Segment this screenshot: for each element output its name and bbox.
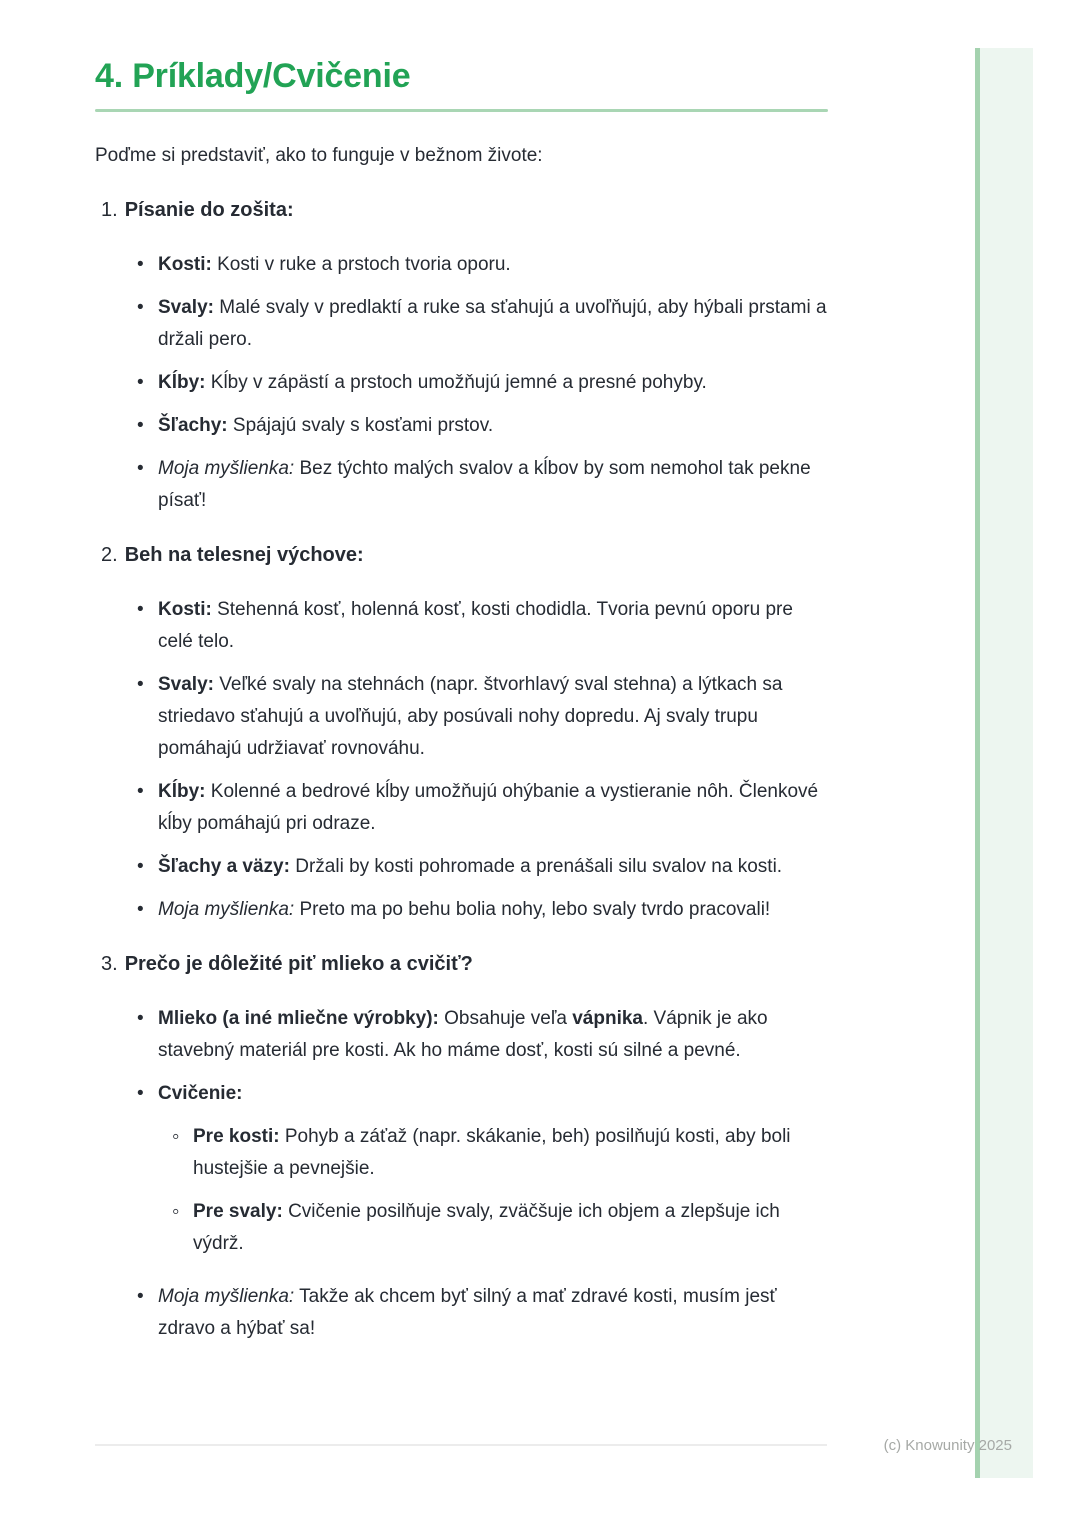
item-body: . Vápnik je ako stavebný materiál pre kosti. Ak ho máme dosť, kosti sú silné a pevné. [158, 1008, 768, 1061]
bullet-list [95, 594, 828, 926]
item-label-italic: Moja myšlienka: [158, 899, 295, 920]
bullet-icon: • [137, 1083, 144, 1104]
list-item-text [158, 1281, 828, 1345]
item-body: Pohyb a záťaž (napr. skákanie, beh) posilňujú kosti, aby boli hustejšie a pevnejšie. [193, 1126, 791, 1179]
list-item [95, 894, 828, 926]
bullet-icon: • [137, 674, 144, 695]
copyright-text: (c) Knowunity 2025 [883, 1436, 1012, 1454]
item-label: Šľachy a väzy: [158, 856, 290, 877]
bullet-list [95, 249, 828, 517]
sub-list-item [95, 1196, 828, 1260]
list-item [95, 776, 828, 840]
item-body: Bez týchto malých svalov a kĺbov by som nemohol tak pekne písať! [158, 458, 811, 511]
section-1 [95, 194, 828, 517]
item-body: Kĺby v zápästí a prstoch umožňujú jemné a presné pohyby. [205, 372, 707, 393]
item-body: Stehenná kosť, holenná kosť, kosti chodidla. Tvoria pevnú oporu pre celé telo. [158, 599, 793, 652]
page-edge-accent-panel [980, 48, 1033, 1478]
footer-divider [95, 1444, 827, 1446]
list-item-text [158, 410, 828, 442]
item-body: Veľké svaly na stehnách (napr. štvorhlavý sval stehna) a lýtkach sa striedavo sťahujú a uvoľňujú, aby posúvali nohy dopredu. Aj svaly trupu pomáhajú udržiavať rovnováhu. [158, 674, 783, 759]
list-item-text [158, 894, 828, 926]
item-body: Kosti v ruke a prstoch tvoria oporu. [211, 254, 511, 275]
list-item-text [158, 594, 828, 658]
intro-text: Poďme si predstaviť, ako to funguje v bežnom živote: [95, 145, 543, 166]
item-body: Obsahuje veľa [438, 1008, 573, 1029]
bullet-icon: • [137, 372, 144, 393]
list-item [95, 453, 828, 517]
item-label: Kĺby: [158, 372, 206, 393]
list-item [95, 851, 828, 883]
list-item-text [193, 1196, 828, 1260]
section-title: Beh na telesnej výchove: [124, 544, 364, 566]
sub-bullet-icon: ◦ [172, 1200, 180, 1223]
sub-bullet-icon: ◦ [172, 1125, 180, 1148]
bullet-icon: • [137, 297, 144, 318]
list-item-text [158, 851, 828, 883]
item-label: Kosti: [158, 599, 212, 620]
item-body: Malé svaly v predlaktí a ruke sa sťahujú a uvoľňujú, aby hýbali prstami a držali pero. [158, 297, 827, 350]
item-body: Takže ak chcem byť silný a mať zdravé kosti, musím jesť zdravo a hýbať sa! [158, 1286, 777, 1339]
section-number: 2. [101, 544, 118, 566]
list-item [95, 1281, 828, 1345]
item-label: Svaly: [158, 674, 214, 695]
item-bold-word: vápnika [572, 1008, 643, 1029]
list-item [95, 669, 828, 765]
list-item [95, 594, 828, 658]
section-heading [95, 948, 828, 980]
item-label: Mlieko (a iné mliečne výrobky): [158, 1008, 439, 1029]
list-item-text [158, 453, 828, 517]
list-item [95, 410, 828, 442]
list-item-text [158, 1003, 828, 1067]
list-item [95, 1078, 828, 1110]
item-body: Spájajú svaly s kosťami prstov. [227, 415, 494, 436]
section-number: 3. [101, 953, 118, 975]
page-edge-accent-bar [975, 48, 980, 1478]
sub-list-item [95, 1121, 828, 1185]
bullet-icon: • [137, 415, 144, 436]
item-label-italic: Moja myšlienka: [158, 458, 295, 479]
item-body: Preto ma po behu bolia nohy, lebo svaly tvrdo pracovali! [294, 899, 771, 920]
item-body: Kolenné a bedrové kĺby umožňujú ohýbanie a vystieranie nôh. Členkové kĺby pomáhajú pri odraze. [158, 781, 819, 834]
list-item-text [158, 249, 828, 281]
item-label: Svaly: [158, 297, 214, 318]
list-item-text [158, 1078, 828, 1110]
bullet-icon: • [137, 1008, 144, 1029]
item-label: Pre kosti: [193, 1126, 280, 1147]
bullet-icon: • [137, 899, 144, 920]
bullet-icon: • [137, 856, 144, 877]
list-item [95, 1003, 828, 1067]
item-label: Pre svaly: [193, 1201, 283, 1222]
item-body: Cvičenie posilňuje svaly, zväčšuje ich objem a zlepšuje ich výdrž. [193, 1201, 780, 1254]
list-item-text [158, 669, 828, 765]
item-label: Kosti: [158, 254, 212, 275]
list-item [95, 292, 828, 356]
section-title: Písanie do zošita: [124, 199, 294, 221]
page-footer [95, 1437, 1012, 1453]
bullet-list [95, 1003, 828, 1345]
item-label: Cvičenie: [158, 1083, 243, 1104]
bullet-icon: • [137, 781, 144, 802]
bullet-icon: • [137, 599, 144, 620]
section-number: 1. [101, 199, 118, 221]
list-item-text [193, 1121, 828, 1185]
bullet-icon: • [137, 458, 144, 479]
section-2 [95, 539, 828, 926]
section-heading [95, 539, 828, 571]
item-label-italic: Moja myšlienka: [158, 1286, 295, 1307]
item-body: Držali by kosti pohromade a prenášali silu svalov na kosti. [289, 856, 783, 877]
list-item-text [158, 292, 828, 356]
section-title: Prečo je dôležité piť mlieko a cvičiť? [124, 953, 473, 975]
title-underline [95, 109, 828, 112]
list-item-text [158, 367, 828, 399]
section-3 [95, 948, 828, 1345]
item-label: Kĺby: [158, 781, 206, 802]
section-heading [95, 194, 828, 226]
list-item [95, 367, 828, 399]
page-title: 4. Príklady/Cvičenie [95, 57, 411, 95]
list-item-text [158, 776, 828, 840]
list-item [95, 249, 828, 281]
bullet-icon: • [137, 1286, 144, 1307]
document-content [95, 56, 828, 1356]
item-label: Šľachy: [158, 415, 228, 436]
bullet-icon: • [137, 254, 144, 275]
